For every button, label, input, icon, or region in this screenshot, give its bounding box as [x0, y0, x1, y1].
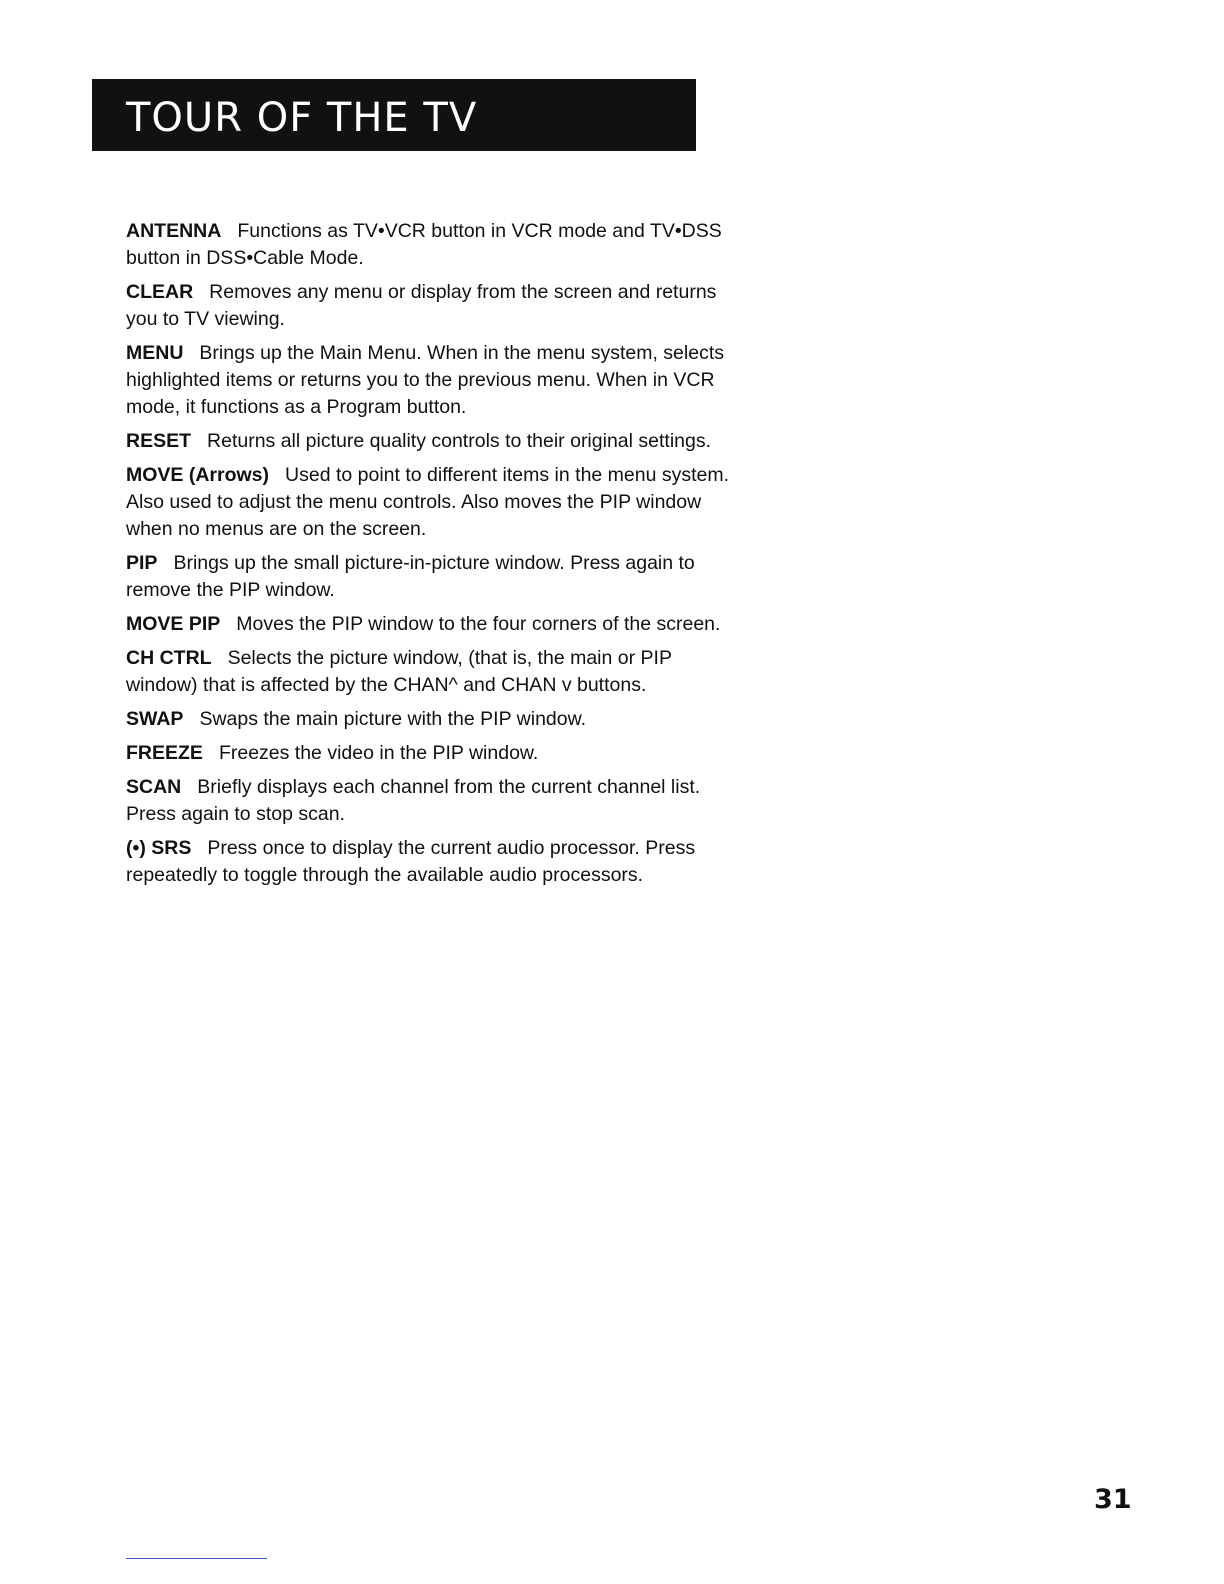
term-clear: CLEAR	[126, 281, 194, 303]
term-ch-ctrl: CH CTRL	[126, 647, 212, 669]
description-scan: Briefly displays each channel from the current channel list. Press again to stop scan.	[126, 776, 701, 825]
entry-pip	[126, 550, 736, 604]
entry-srs	[126, 835, 736, 889]
footer-rule	[126, 1558, 267, 1559]
entry-antenna	[126, 218, 736, 272]
description-swap: Swaps the main picture with the PIP window.	[199, 708, 587, 730]
description-freeze: Freezes the video in the PIP window.	[218, 742, 539, 764]
entry-clear	[126, 279, 736, 333]
term-srs: (•) SRS	[126, 837, 192, 859]
term-move-pip: MOVE PIP	[126, 613, 221, 635]
page-number: 31	[1094, 1484, 1132, 1515]
entry-menu	[126, 340, 736, 421]
description-clear: Removes any menu or display from the screen and returns you to TV viewing.	[126, 281, 717, 330]
entry-move-arrows	[126, 462, 736, 543]
description-antenna: Functions as TV•VCR button in VCR mode and TV•DSS button in DSS•Cable Mode.	[126, 220, 722, 269]
entry-swap	[126, 706, 736, 733]
entry-reset	[126, 428, 736, 455]
description-reset: Returns all picture quality controls to their original settings.	[207, 430, 712, 452]
term-menu: MENU	[126, 342, 184, 364]
description-move-pip: Moves the PIP window to the four corners of the screen.	[236, 613, 721, 635]
entry-move-pip	[126, 611, 736, 638]
description-menu: Brings up the Main Menu. When in the menu system, selects highlighted items or returns you to the previous menu. When in VCR mode, it functions as a Program button.	[126, 342, 724, 418]
button-descriptions	[126, 218, 736, 896]
description-srs: Press once to display the current audio processor. Press repeatedly to toggle through the available audio processors.	[126, 837, 696, 886]
description-ch-ctrl: Selects the picture window, (that is, the main or PIP window) that is affected by the CHAN^ and CHAN v buttons.	[126, 647, 672, 696]
page-title: TOUR OF THE TV	[126, 95, 478, 141]
description-move-arrows: Used to point to different items in the menu system. Also used to adjust the menu controls. Also moves the PIP window when no menus are on the screen.	[126, 464, 730, 540]
term-antenna: ANTENNA	[126, 220, 222, 242]
term-reset: RESET	[126, 430, 192, 452]
description-pip: Brings up the small picture-in-picture window. Press again to remove the PIP window.	[126, 552, 695, 601]
term-pip: PIP	[126, 552, 158, 574]
term-move-arrows: MOVE (Arrows)	[126, 464, 270, 486]
entry-freeze	[126, 740, 736, 767]
term-scan: SCAN	[126, 776, 182, 798]
term-freeze: FREEZE	[126, 742, 203, 764]
entry-scan	[126, 774, 736, 828]
term-swap: SWAP	[126, 708, 184, 730]
entry-ch-ctrl	[126, 645, 736, 699]
header-bar	[92, 79, 696, 151]
